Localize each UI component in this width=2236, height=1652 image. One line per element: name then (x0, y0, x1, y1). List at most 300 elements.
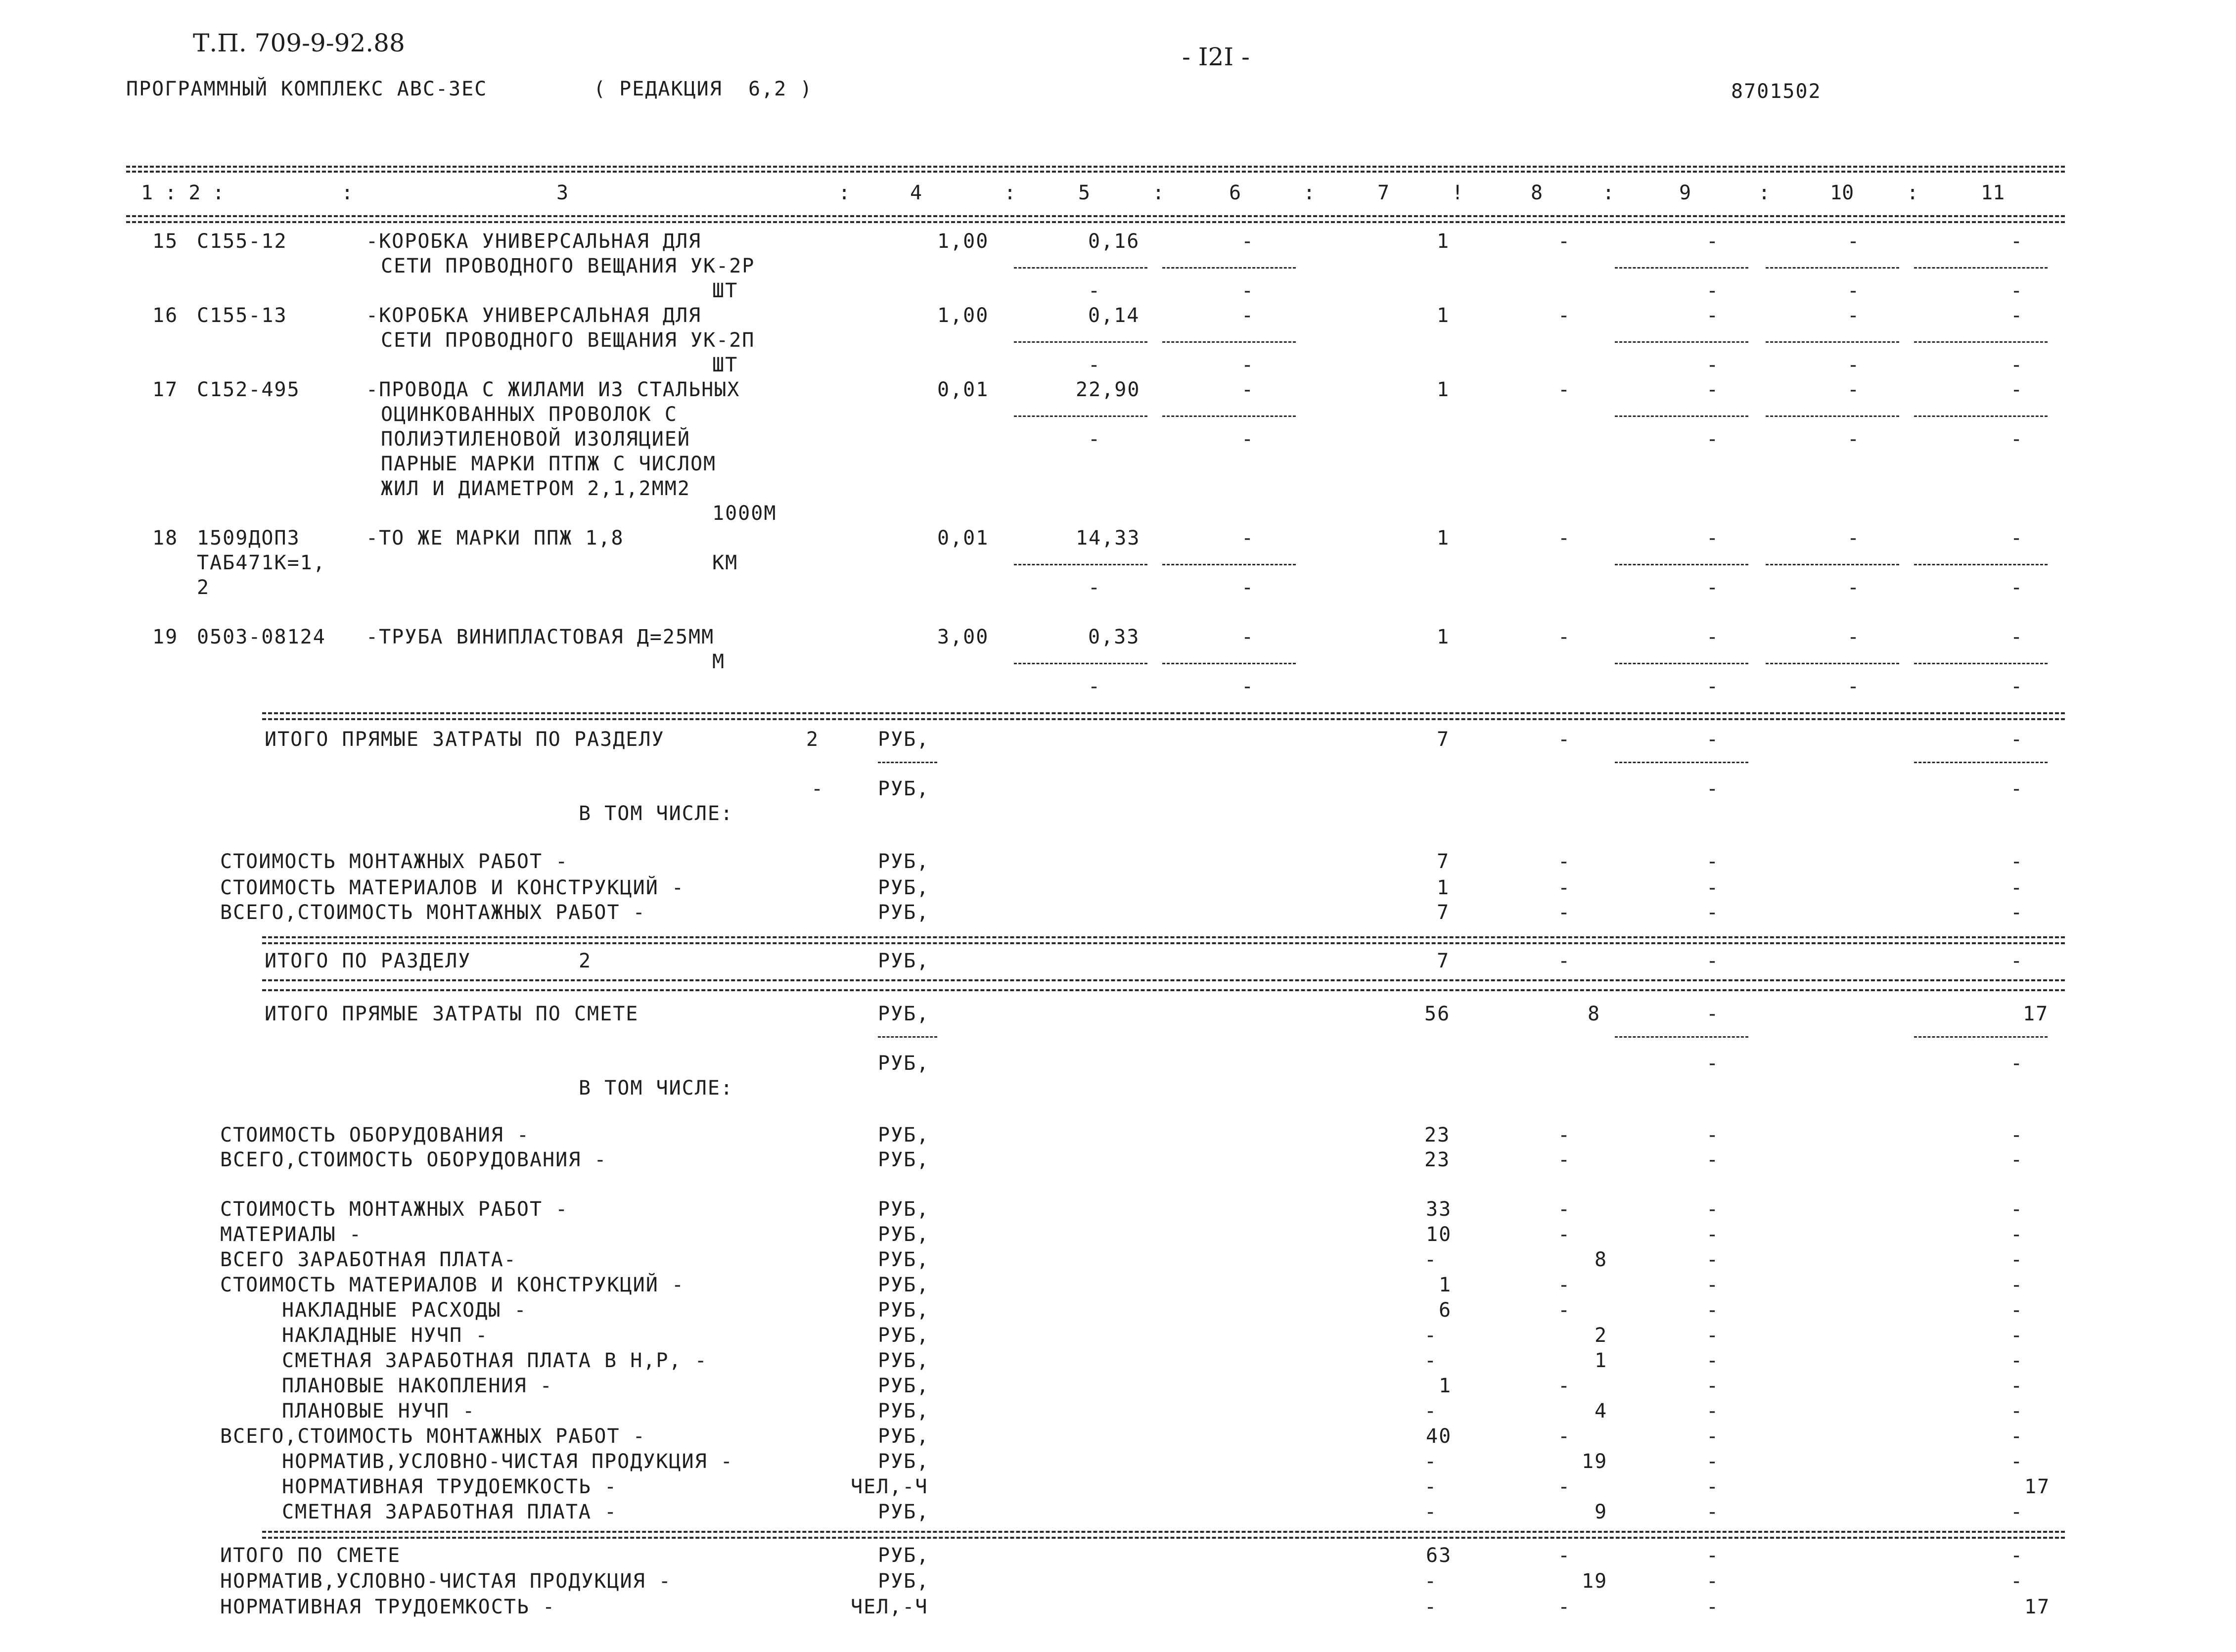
row-code: 0503-08124 (197, 626, 326, 648)
unit-rub: РУБ, (878, 1003, 930, 1025)
row-quantity: 0,01 (937, 527, 989, 550)
col-header-11: 11 (1981, 182, 2005, 204)
row-description: -ТО ЖЕ МАРКИ ППЖ 1,8 (366, 527, 624, 550)
row-col10: - (1847, 378, 1861, 401)
row-col8: - (1558, 378, 1571, 401)
edition-label: ( РЕДАКЦИЯ 6,2 ) (593, 78, 813, 100)
row-sub-col9: - (1706, 675, 1720, 698)
row-unit: ШТ (712, 279, 738, 302)
row-col10: - (1847, 527, 1861, 550)
summary-unit: РУБ, (878, 1324, 930, 1347)
col-header-sep: : (1758, 182, 1771, 204)
equipment-c8: - (1558, 1148, 1571, 1171)
row-col10: - (1847, 626, 1861, 648)
row-col9: - (1706, 304, 1720, 327)
row-unit: КМ (712, 551, 738, 574)
summary-unit: РУБ, (878, 1375, 930, 1397)
row-code: С155-13 (197, 304, 287, 327)
row-col9: - (1706, 626, 1720, 648)
col-header-sep: : (1602, 182, 1615, 204)
summary-c11: - (2010, 901, 2024, 924)
summary-c7: 1 (1439, 1274, 1452, 1296)
summary-c8: 8 (1595, 1248, 1608, 1271)
section-total-rule (262, 936, 2065, 938)
summary-c8: - (1558, 1375, 1571, 1397)
row-sub-col6: - (1241, 576, 1255, 599)
summary-c8: - (1558, 1274, 1571, 1296)
summary-unit: РУБ, (878, 1570, 930, 1593)
row-unit: ШТ (712, 354, 738, 376)
row-sub-col11: - (2010, 675, 2024, 698)
equipment-c8: - (1558, 1124, 1571, 1147)
summary-label: НАКЛАДНЫЕ НУЧП - (282, 1324, 489, 1347)
summary-c11: - (2010, 1248, 2024, 1271)
row-col10: - (1847, 304, 1861, 327)
section-total-rule (262, 979, 2065, 981)
estimate-direct-label: ИТОГО ПРЯМЫЕ ЗАТРАТЫ ПО СМЕТЕ (265, 1003, 639, 1025)
cell-rule (1162, 564, 1296, 565)
unit-rub: РУБ, (878, 950, 930, 972)
col-header-sep: : (341, 182, 354, 204)
row-sub-price: - (1088, 354, 1101, 376)
row-col9: - (1706, 230, 1720, 253)
equipment-unit: РУБ, (878, 1148, 930, 1171)
section-total-c11: - (2010, 950, 2024, 972)
header-top-rule (126, 166, 2065, 168)
section-total-label: ИТОГО ПО РАЗДЕЛУ (265, 950, 471, 972)
col-header-7: 7 (1377, 182, 1390, 204)
header-top-rule-2 (126, 171, 2065, 173)
row-sub-col9: - (1706, 279, 1720, 302)
row-sub-col10: - (1847, 576, 1861, 599)
summary-label: НОРМАТИВ,УСЛОВНО-ЧИСТАЯ ПРОДУКЦИЯ - (282, 1450, 733, 1473)
summary-c11: - (2010, 1450, 2024, 1473)
row-price: 22,90 (1076, 378, 1141, 401)
summary-unit: РУБ, (878, 876, 930, 899)
header-bottom-rule (126, 215, 2065, 217)
row-sub-price: - (1088, 428, 1101, 451)
cell-rule (1162, 415, 1296, 417)
cell-rule (1162, 267, 1296, 269)
row-number: 18 (152, 527, 179, 550)
summary-c9: - (1706, 901, 1720, 924)
summary-unit: РУБ, (878, 1223, 930, 1246)
cell-rule (1615, 1036, 1748, 1038)
summary-unit: ЧЕЛ,-Ч (851, 1475, 928, 1498)
row-col8: - (1558, 626, 1571, 648)
summary-c8: - (1558, 901, 1571, 924)
row-col11: - (2010, 527, 2024, 550)
row-code: 2 (197, 576, 210, 599)
equipment-unit: РУБ, (878, 1124, 930, 1147)
row-sub-col9: - (1706, 354, 1720, 376)
row-price: 14,33 (1076, 527, 1141, 550)
cell-rule (1615, 663, 1748, 664)
summary-unit: РУБ, (878, 901, 930, 924)
equipment-label: ВСЕГО,СТОИМОСТЬ ОБОРУДОВАНИЯ - (220, 1148, 607, 1171)
summary-c9: - (1706, 1596, 1720, 1618)
section-total-c8: - (1558, 950, 1571, 972)
cell-rule (1914, 1036, 2048, 1038)
row-col11: - (2010, 626, 2024, 648)
section-total-rule (262, 942, 2065, 944)
row-sub-col6: - (1241, 354, 1255, 376)
col-header-sep: : (1004, 182, 1016, 204)
summary-c11: 17 (2024, 1475, 2051, 1498)
section-number: 2 (579, 950, 592, 972)
summary-c9: - (1706, 1248, 1720, 1271)
estimate-direct-c9: - (1706, 1003, 1720, 1025)
summary-unit: РУБ, (878, 1349, 930, 1372)
row-col9: - (1706, 378, 1720, 401)
col-header-sep: : (1152, 182, 1165, 204)
summary-c8: 19 (1582, 1570, 1608, 1593)
cell-rule (1766, 663, 1899, 664)
summary-c7: 1 (1439, 1375, 1452, 1397)
summary-c8: 4 (1595, 1400, 1608, 1423)
equipment-c7: 23 (1424, 1124, 1451, 1147)
summary-c8: 1 (1595, 1349, 1608, 1372)
document-code: Т.П. 709-9-92.88 (193, 29, 405, 57)
summary-unit: ЧЕЛ,-Ч (851, 1596, 928, 1618)
row-sub-price: - (1088, 576, 1101, 599)
cell-rule (1615, 267, 1748, 269)
summary-unit: РУБ, (878, 1274, 930, 1296)
summary-c11: - (2010, 1274, 2024, 1296)
row-quantity: 3,00 (937, 626, 989, 648)
summary-c9: - (1706, 1400, 1720, 1423)
summary-c11: - (2010, 1544, 2024, 1567)
estimate-direct-c7: 56 (1424, 1003, 1451, 1025)
summary-c11: - (2010, 1349, 2024, 1372)
summary-c9: - (1706, 1544, 1720, 1567)
row-description: СЕТИ ПРОВОДНОГО ВЕЩАНИЯ УК-2Р (381, 255, 755, 277)
summary-c7: 1 (1437, 876, 1450, 899)
section-rule (262, 718, 2065, 720)
row-unit: М (712, 650, 726, 673)
row-description: ПАРНЫЕ МАРКИ ПТПЖ С ЧИСЛОМ (381, 453, 717, 475)
summary-label: ПЛАНОВЫЕ НАКОПЛЕНИЯ - (282, 1375, 553, 1397)
summary-c7: - (1424, 1570, 1438, 1593)
summary-c9: - (1706, 1570, 1720, 1593)
row-description: -ПРОВОДА С ЖИЛАМИ ИЗ СТАЛЬНЫХ (366, 378, 740, 401)
equipment-c11: - (2010, 1148, 2024, 1171)
summary-c7: - (1424, 1475, 1438, 1498)
summary-c8: - (1558, 1223, 1571, 1246)
row-sub-col11: - (2010, 428, 2024, 451)
summary-c9: - (1706, 1324, 1720, 1347)
cell-rule (1615, 564, 1748, 565)
summary-unit: РУБ, (878, 1299, 930, 1322)
row-sub-col10: - (1847, 279, 1861, 302)
row-number: 16 (152, 304, 179, 327)
row-col7: 1 (1437, 304, 1450, 327)
summary-c9: - (1706, 1425, 1720, 1448)
row-description: -КОРОБКА УНИВЕРСАЛЬНАЯ ДЛЯ (366, 304, 702, 327)
row-col6: - (1241, 626, 1255, 648)
row-code: С155-12 (197, 230, 287, 253)
summary-unit: РУБ, (878, 1450, 930, 1473)
section-direct-c8: - (1558, 728, 1571, 751)
row-number: 17 (152, 378, 179, 401)
row-sub-col11: - (2010, 279, 2024, 302)
summary-unit: РУБ, (878, 850, 930, 873)
estimate-total-rule (262, 1531, 2065, 1533)
summary-c9: - (1706, 1198, 1720, 1221)
estimate-total-rule (262, 1537, 2065, 1539)
page-number: - I2I - (1182, 43, 1250, 71)
row-col7: 1 (1437, 378, 1450, 401)
summary-unit: РУБ, (878, 1400, 930, 1423)
row-col6: - (1241, 304, 1255, 327)
cell-rule (1914, 564, 2048, 565)
cell-rule (878, 1036, 937, 1038)
col-header-10: 10 (1830, 182, 1854, 204)
summary-c9: - (1706, 1375, 1720, 1397)
col-header-8: 8 (1531, 182, 1543, 204)
row-quantity: 1,00 (937, 304, 989, 327)
row-col8: - (1558, 304, 1571, 327)
equipment-c11: - (2010, 1124, 2024, 1147)
unit-rub: РУБ, (878, 778, 930, 800)
summary-label: СТОИМОСТЬ МАТЕРИАЛОВ И КОНСТРУКЦИЙ - (220, 1274, 684, 1296)
row-col7: 1 (1437, 626, 1450, 648)
row-sub-col9: - (1706, 576, 1720, 599)
summary-label: НОРМАТИВНАЯ ТРУДОЕМКОСТЬ - (220, 1596, 556, 1618)
section-total-c7: 7 (1437, 950, 1450, 972)
summary-label: ПЛАНОВЫЕ НУЧП - (282, 1400, 476, 1423)
summary-c7: - (1424, 1324, 1438, 1347)
section-direct-costs-label: ИТОГО ПРЯМЫЕ ЗАТРАТЫ ПО РАЗДЕЛУ (265, 728, 665, 751)
summary-label: СМЕТНАЯ ЗАРАБОТНАЯ ПЛАТА В Н,Р, - (282, 1349, 708, 1372)
estimate-direct-c8: 8 (1588, 1003, 1601, 1025)
row-description: -ТРУБА ВИНИПЛАСТОВАЯ Д=25ММ (366, 626, 715, 648)
row-code: ТАБ471К=1, (197, 551, 326, 574)
estimate-rule (262, 989, 2065, 991)
row-quantity: 0,01 (937, 378, 989, 401)
summary-c7: 10 (1426, 1223, 1452, 1246)
summary-c7: - (1424, 1501, 1438, 1523)
cell-rule (1914, 762, 2048, 763)
unit-rub: РУБ, (878, 728, 930, 751)
summary-c7: 7 (1437, 901, 1450, 924)
summary-c9: - (1706, 1450, 1720, 1473)
summary-label: ВСЕГО,СТОИМОСТЬ МОНТАЖНЫХ РАБОТ - (220, 1425, 646, 1448)
row-description: ОЦИНКОВАННЫХ ПРОВОЛОК С (381, 403, 678, 426)
summary-c11: - (2010, 1501, 2024, 1523)
summary-label: СТОИМОСТЬ МОНТАЖНЫХ РАБОТ - (220, 850, 569, 873)
summary-label: СТОИМОСТЬ МАТЕРИАЛОВ И КОНСТРУКЦИЙ - (220, 876, 684, 899)
program-name: ПРОГРАММНЫЙ КОМПЛЕКС АВС-3ЕС (126, 78, 488, 100)
cell-rule (1914, 663, 2048, 664)
summary-c8: - (1558, 1475, 1571, 1498)
row-code: 1509ДОП3 (197, 527, 300, 550)
section-direct-c9: - (1706, 728, 1720, 751)
summary-c8: 9 (1595, 1501, 1608, 1523)
row-sub-col10: - (1847, 675, 1861, 698)
summary-c8: - (1558, 1299, 1571, 1322)
cell-rule (1014, 415, 1147, 417)
summary-label: СМЕТНАЯ ЗАРАБОТНАЯ ПЛАТА - (282, 1501, 618, 1523)
section-total-c9: - (1706, 950, 1720, 972)
row-sub-price: - (1088, 279, 1101, 302)
summary-c9: - (1706, 876, 1720, 899)
row-sub-col10: - (1847, 428, 1861, 451)
summary-c11: - (2010, 1223, 2024, 1246)
row-col6: - (1241, 527, 1255, 550)
col-header-sep: : (838, 182, 851, 204)
summary-c9: - (1706, 1274, 1720, 1296)
cell-rule (1014, 663, 1147, 664)
row-quantity: 1,00 (937, 230, 989, 253)
summary-c7: 40 (1426, 1425, 1452, 1448)
summary-label: ИТОГО ПО СМЕТЕ (220, 1544, 401, 1567)
summary-label: НАКЛАДНЫЕ РАСХОДЫ - (282, 1299, 527, 1322)
row-col11: - (2010, 378, 2024, 401)
cell-rule (1615, 415, 1748, 417)
col-header-bang: ! (1452, 182, 1464, 204)
row-sub-col11: - (2010, 354, 2024, 376)
row-col6: - (1241, 230, 1255, 253)
cell-rule (1014, 341, 1147, 343)
row-col6: - (1241, 378, 1255, 401)
summary-c8: 19 (1582, 1450, 1608, 1473)
estimate-direct-c11: 17 (2023, 1003, 2049, 1025)
equipment-c7: 23 (1424, 1148, 1451, 1171)
summary-c9: - (1706, 1223, 1720, 1246)
cell-rule (1766, 267, 1899, 269)
summary-c9: - (1706, 1501, 1720, 1523)
row-sub-col10: - (1847, 354, 1861, 376)
summary-label: НОРМАТИВНАЯ ТРУДОЕМКОСТЬ - (282, 1475, 618, 1498)
cell-rule (1014, 267, 1147, 269)
row-sub-col6: - (1241, 428, 1255, 451)
col-header-6: 6 (1229, 182, 1241, 204)
summary-c11: - (2010, 876, 2024, 899)
row-description: ПОЛИЭТИЛЕНОВОЙ ИЗОЛЯЦИЕЙ (381, 428, 690, 451)
row-sub-col9: - (1706, 428, 1720, 451)
summary-c8: - (1558, 1544, 1571, 1567)
row-description: ЖИЛ И ДИАМЕТРОМ 2,1,2ММ2 (381, 477, 690, 500)
row-col8: - (1558, 230, 1571, 253)
equipment-c9: - (1706, 1124, 1720, 1147)
cell-rule (1914, 341, 2048, 343)
summary-c8: 2 (1595, 1324, 1608, 1347)
summary-unit: РУБ, (878, 1425, 930, 1448)
summary-c8: - (1558, 876, 1571, 899)
summary-label: ВСЕГО ЗАРАБОТНАЯ ПЛАТА- (220, 1248, 517, 1271)
summary-c7: 7 (1437, 850, 1450, 873)
summary-label: ВСЕГО,СТОИМОСТЬ МОНТАЖНЫХ РАБОТ - (220, 901, 646, 924)
row-col7: 1 (1437, 230, 1450, 253)
cell-rule (1162, 663, 1296, 664)
equipment-c9: - (1706, 1148, 1720, 1171)
summary-c8: - (1558, 1198, 1571, 1221)
summary-unit: РУБ, (878, 1501, 930, 1523)
row-sub-col6: - (1241, 675, 1255, 698)
summary-c11: - (2010, 1198, 2024, 1221)
summary-c7: 63 (1426, 1544, 1452, 1567)
document-number: 8701502 (1731, 80, 1822, 103)
summary-label: СТОИМОСТЬ МОНТАЖНЫХ РАБОТ - (220, 1198, 569, 1221)
summary-c11: - (2010, 850, 2024, 873)
section-rule (262, 712, 2065, 714)
summary-c9: - (1706, 850, 1720, 873)
row-col10: - (1847, 230, 1861, 253)
row-unit: 1000М (712, 502, 777, 525)
summary-c7: - (1424, 1248, 1438, 1271)
row-col11: - (2010, 230, 2024, 253)
cell-rule (1014, 564, 1147, 565)
summary-c9: - (1706, 1349, 1720, 1372)
summary-unit: РУБ, (878, 1248, 930, 1271)
cell-rule (1766, 415, 1899, 417)
summary-c7: 6 (1439, 1299, 1452, 1322)
estimate-sub-c9: - (1706, 1052, 1720, 1075)
section-sub-c11: - (2010, 778, 2024, 800)
row-price: 0,14 (1088, 304, 1140, 327)
including-heading: В ТОМ ЧИСЛЕ: (579, 802, 733, 825)
col-header-1-2: 1 : 2 : (141, 182, 225, 204)
summary-c7: 33 (1426, 1198, 1452, 1221)
summary-c7: - (1424, 1450, 1438, 1473)
cell-rule (1162, 341, 1296, 343)
summary-c11: - (2010, 1299, 2024, 1322)
cell-rule (1615, 762, 1748, 763)
cell-rule (1766, 564, 1899, 565)
row-number: 15 (152, 230, 179, 253)
col-header-sep: : (1907, 182, 1919, 204)
summary-c11: - (2010, 1400, 2024, 1423)
row-col9: - (1706, 527, 1720, 550)
header-bottom-rule-2 (126, 221, 2065, 223)
cell-rule (1914, 415, 2048, 417)
row-col8: - (1558, 527, 1571, 550)
marker-dash: - (811, 778, 824, 800)
section-direct-c7: 7 (1437, 728, 1450, 751)
estimate-sub-c11: - (2010, 1052, 2024, 1075)
cell-rule (878, 762, 937, 763)
summary-unit: РУБ, (878, 1544, 930, 1567)
row-col11: - (2010, 304, 2024, 327)
summary-c8: - (1558, 1425, 1571, 1448)
col-header-3: 3 (556, 182, 569, 204)
col-header-5: 5 (1078, 182, 1091, 204)
summary-c7: - (1424, 1400, 1438, 1423)
including-heading: В ТОМ ЧИСЛЕ: (579, 1077, 733, 1100)
summary-c9: - (1706, 1299, 1720, 1322)
unit-rub: РУБ, (878, 1052, 930, 1075)
summary-unit: РУБ, (878, 1198, 930, 1221)
summary-c7: - (1424, 1349, 1438, 1372)
summary-label: МАТЕРИАЛЫ - (220, 1223, 362, 1246)
section-sub-c9: - (1706, 778, 1720, 800)
summary-c8: - (1558, 1596, 1571, 1618)
summary-c9: - (1706, 1475, 1720, 1498)
row-price: 0,33 (1088, 626, 1140, 648)
row-description: СЕТИ ПРОВОДНОГО ВЕЩАНИЯ УК-2П (381, 329, 755, 352)
summary-c8: - (1558, 850, 1571, 873)
section-number: 2 (806, 728, 820, 751)
row-sub-col11: - (2010, 576, 2024, 599)
row-description: -КОРОБКА УНИВЕРСАЛЬНАЯ ДЛЯ (366, 230, 702, 253)
row-code: С152-495 (197, 378, 300, 401)
row-price: 0,16 (1088, 230, 1140, 253)
row-sub-col6: - (1241, 279, 1255, 302)
equipment-label: СТОИМОСТЬ ОБОРУДОВАНИЯ - (220, 1124, 530, 1147)
col-header-4: 4 (910, 182, 922, 204)
cell-rule (1766, 341, 1899, 343)
